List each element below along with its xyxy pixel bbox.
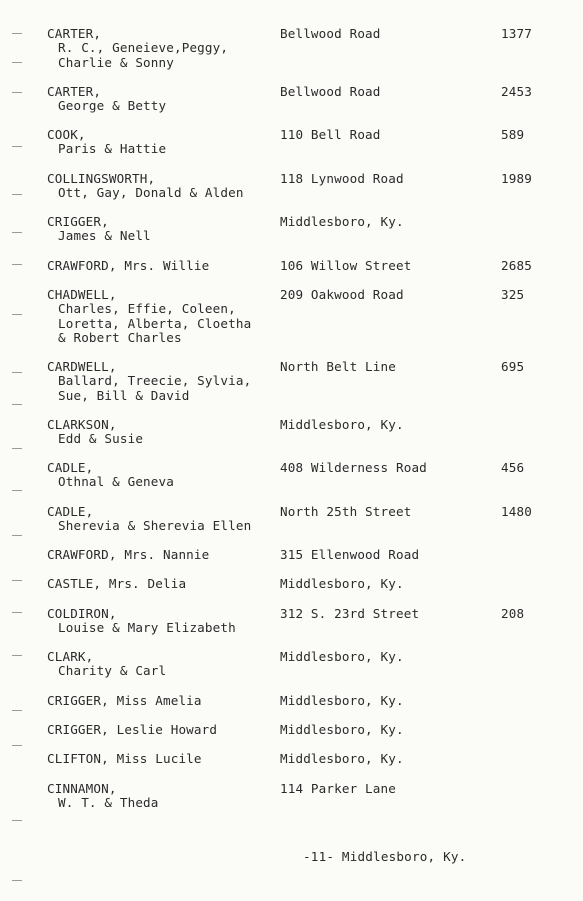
entry-address: North 25th Street	[280, 504, 412, 519]
margin-tick	[12, 655, 22, 656]
margin-tick	[12, 264, 22, 265]
entry-names	[47, 288, 272, 345]
entry-given-names: Charles, Effie, Coleen,	[58, 301, 236, 317]
entry-surname: COLLINGSWORTH,	[47, 171, 156, 186]
entry-surname: COLDIRON,	[47, 606, 117, 621]
entry-surname: COOK,	[47, 127, 86, 142]
entry-given-names: Charlie & Sonny	[58, 54, 174, 70]
entry-address: Middlesboro, Ky.	[280, 649, 404, 664]
margin-tick	[12, 820, 22, 821]
entry-address: 312 S. 23rd Street	[280, 606, 420, 621]
entry-phone: 2685	[501, 258, 532, 273]
entry-surname: CLARKSON,	[47, 417, 117, 432]
margin-tick	[12, 314, 22, 315]
entry-surname: CRAWFORD, Mrs. Nannie	[47, 547, 210, 562]
entry-given-names: Louise & Mary Elizabeth	[58, 620, 236, 636]
entry-given-names: Loretta, Alberta, Cloetha	[58, 315, 252, 331]
entry-address: 408 Wilderness Road	[280, 460, 427, 475]
entry-phone: 325	[501, 287, 525, 302]
margin-tick	[12, 490, 22, 491]
entry-names	[47, 650, 272, 679]
entry-address: 110 Bell Road	[280, 127, 381, 142]
entry-phone: 589	[501, 127, 525, 142]
entry-address: 106 Willow Street	[280, 258, 412, 273]
entry-names	[47, 694, 272, 708]
entry-phone: 456	[501, 460, 525, 475]
entry-address: Middlesboro, Ky.	[280, 722, 404, 737]
entry-address: Middlesboro, Ky.	[280, 214, 404, 229]
entry-given-names: Ott, Gay, Donald & Alden	[58, 185, 244, 201]
entry-given-names: Othnal & Geneva	[58, 474, 174, 490]
entry-surname: CADLE,	[47, 504, 94, 519]
entry-surname: CINNAMON,	[47, 781, 117, 796]
entry-given-names: Sue, Bill & David	[58, 387, 190, 403]
entry-phone: 1480	[501, 504, 532, 519]
entry-names	[47, 752, 272, 766]
entry-names	[47, 418, 272, 447]
entry-address: 118 Lynwood Road	[280, 171, 404, 186]
entry-surname: CASTLE, Mrs. Delia	[47, 576, 187, 591]
entry-given-names: R. C., Geneieve,Peggy,	[58, 40, 229, 56]
entry-names	[47, 461, 272, 490]
entry-given-names: Paris & Hattie	[58, 141, 167, 157]
entry-given-names: & Robert Charles	[58, 329, 182, 345]
entry-address: Bellwood Road	[280, 84, 381, 99]
entry-surname: CRAWFORD, Mrs. Willie	[47, 258, 210, 273]
margin-tick	[12, 33, 22, 34]
entry-names	[47, 215, 272, 244]
entry-names	[47, 360, 272, 403]
entry-surname: CRIGGER, Leslie Howard	[47, 722, 218, 737]
entry-given-names: James & Nell	[58, 228, 151, 244]
entry-surname: CLARK,	[47, 649, 94, 664]
margin-tick	[12, 372, 22, 373]
margin-tick	[12, 92, 22, 93]
entry-names	[47, 259, 272, 273]
margin-tick	[12, 710, 22, 711]
entry-given-names: Edd & Susie	[58, 431, 144, 447]
entry-given-names: Ballard, Treecie, Sylvia,	[58, 373, 252, 389]
entry-address: Bellwood Road	[280, 26, 381, 41]
entry-names	[47, 85, 272, 114]
page-footer: -11- Middlesboro, Ky.	[303, 849, 467, 864]
margin-tick	[12, 404, 22, 405]
margin-tick	[12, 580, 22, 581]
entry-surname: CHADWELL,	[47, 287, 117, 302]
entry-address: 114 Parker Lane	[280, 781, 396, 796]
entry-names	[47, 505, 272, 534]
entry-phone: 695	[501, 359, 525, 374]
margin-tick	[12, 535, 22, 536]
entry-surname: CARTER,	[47, 26, 102, 41]
entry-surname: CARTER,	[47, 84, 102, 99]
entry-surname: CRIGGER,	[47, 214, 109, 229]
entry-phone: 2453	[501, 84, 532, 99]
entry-names	[47, 27, 272, 70]
entry-names	[47, 577, 272, 591]
entry-address: 209 Oakwood Road	[280, 287, 404, 302]
entry-names	[47, 782, 272, 811]
margin-tick	[12, 232, 22, 233]
entry-address: Middlesboro, Ky.	[280, 751, 404, 766]
entry-address: 315 Ellenwood Road	[280, 547, 420, 562]
entry-phone: 208	[501, 606, 525, 621]
entry-names	[47, 172, 272, 201]
entry-surname: CARDWELL,	[47, 359, 117, 374]
entry-names	[47, 607, 272, 636]
entry-surname: CADLE,	[47, 460, 94, 475]
entry-phone: 1377	[501, 26, 532, 41]
entry-address: Middlesboro, Ky.	[280, 576, 404, 591]
entry-address: Middlesboro, Ky.	[280, 417, 404, 432]
binding-margin	[0, 0, 30, 901]
entry-given-names: Sherevia & Sherevia Ellen	[58, 518, 252, 534]
entry-address: Middlesboro, Ky.	[280, 693, 404, 708]
entry-given-names: George & Betty	[58, 98, 167, 114]
entry-surname: CRIGGER, Miss Amelia	[47, 693, 202, 708]
entry-address: North Belt Line	[280, 359, 396, 374]
entry-names	[47, 548, 272, 562]
margin-tick	[12, 146, 22, 147]
margin-tick	[12, 448, 22, 449]
entry-names	[47, 723, 272, 737]
margin-tick	[12, 194, 22, 195]
margin-tick	[12, 612, 22, 613]
entry-surname: CLIFTON, Miss Lucile	[47, 751, 202, 766]
margin-tick	[12, 745, 22, 746]
margin-tick	[12, 62, 22, 63]
entry-given-names: Charity & Carl	[58, 663, 167, 679]
margin-tick	[12, 880, 22, 881]
entry-given-names: W. T. & Theda	[58, 795, 159, 811]
entry-names	[47, 128, 272, 157]
entry-phone: 1989	[501, 171, 532, 186]
